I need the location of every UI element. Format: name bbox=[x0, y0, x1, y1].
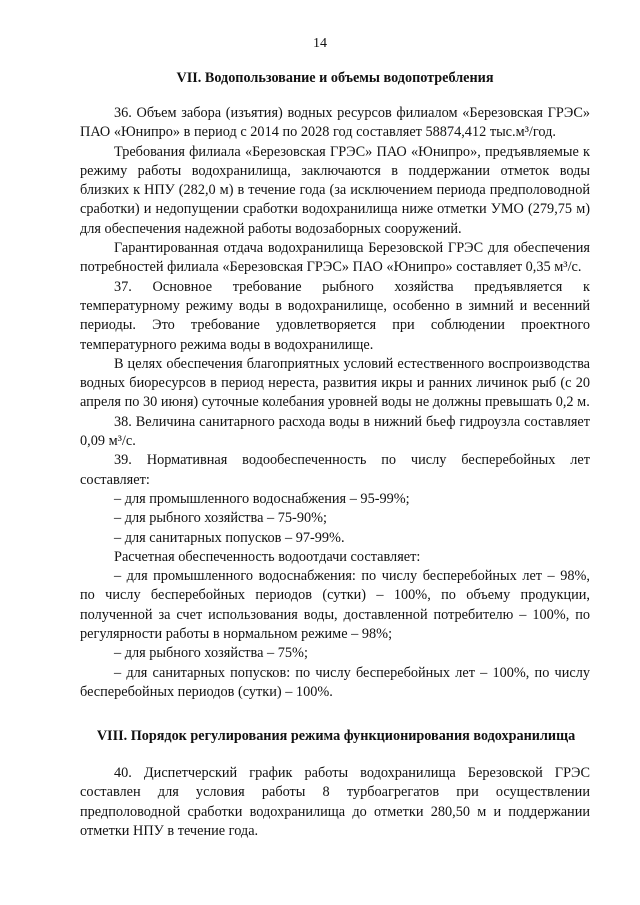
list-item-calc-sanitary: – для санитарных попусков: по числу бесперебойных лет – 100%, по числу бесперебойных периодов (сутки) – 100%. bbox=[80, 664, 590, 700]
paragraph-requirements: Требования филиала «Березовская ГРЭС» ПАО «Юнипро», предъявляемые к режиму работы водохранилища, заключаются в поддержании отметок воды близких к НПУ (282,0 м) в течение года (за исключением периода предполоводной сработки) и недопущении сработки водохранилища ниже отметки УМО (279,75 м) для обеспечения надежной работы водозаборных сооружений. bbox=[80, 143, 590, 237]
section-7-heading: VII. Водопользование и объемы водопотребления bbox=[176, 70, 494, 86]
list-item-sanitary: – для санитарных попусков – 97-99%. bbox=[114, 529, 345, 546]
list-item-industrial: – для промышленного водоснабжения – 95-99%; bbox=[114, 490, 410, 507]
paragraph-spawning: В целях обеспечения благоприятных условий естественного воспроизводства водных биоресурсов в период нереста, развития икры и ранних личинок рыб (с 20 апреля по 30 июня) суточные колебания уровней воды не должны превышать 0,2 м. bbox=[80, 355, 590, 411]
section-8-heading: VIII. Порядок регулирования режима функционирования водохранилища bbox=[96, 728, 576, 744]
paragraph-guaranteed-output: Гарантированная отдача водохранилища Березовской ГРЭС для обеспечения потребностей филиала «Березовская ГРЭС» ПАО «Юнипро» составляет 0,35 м³/с. bbox=[80, 240, 590, 276]
list-item-calc-fishery: – для рыбного хозяйства – 75%; bbox=[114, 645, 308, 662]
paragraph-38: 38. Величина санитарного расхода воды в нижний бьеф гидроузла составляет 0,09 м³/с. bbox=[80, 413, 590, 450]
list-item-fishery: – для рыбного хозяйства – 75-90%; bbox=[114, 510, 328, 527]
page-number: 14 bbox=[313, 36, 327, 51]
list-item-calc-industrial: – для промышленного водоснабжения: по числу бесперебойных лет – 98%, по числу бесперебойных периодов (сутки) – 100%, по объему продукции, полученной за счет использования воды, доставленной потребителю – 100%, по регулярности работы в нормальном режиме – 98%; bbox=[80, 568, 590, 643]
section-7-body bbox=[80, 104, 590, 702]
paragraph-calculated: Расчетная обеспеченность водоотдачи составляет: bbox=[114, 548, 421, 565]
paragraph-39: 39. Нормативная водообеспеченность по числу бесперебойных лет составляет: bbox=[80, 452, 590, 488]
section-8-body bbox=[80, 764, 590, 841]
paragraph-36: 36. Объем забора (изъятия) водных ресурсов филиалом «Березовская ГРЭС» ПАО «Юнипро» в период с 2014 по 2028 год составляет 58874,412 тыс.м³/год. bbox=[80, 105, 590, 141]
paragraph-37: 37. Основное требование рыбного хозяйства предъявляется к температурному режиму воды в водохранилище, особенно в зимний и весенний периоды. Это требование удовлетворяется при соблюдении проектного температурного режима воды в водохранилище. bbox=[80, 278, 590, 353]
paragraph-40: 40. Диспетчерский график работы водохранилища Березовской ГРЭС составлен для условия работы 8 турбоагрегатов при осуществлении предполоводной сработки водохранилища до отметки 280,50 м и поддержании отметки НПУ в течение года. bbox=[80, 765, 590, 839]
